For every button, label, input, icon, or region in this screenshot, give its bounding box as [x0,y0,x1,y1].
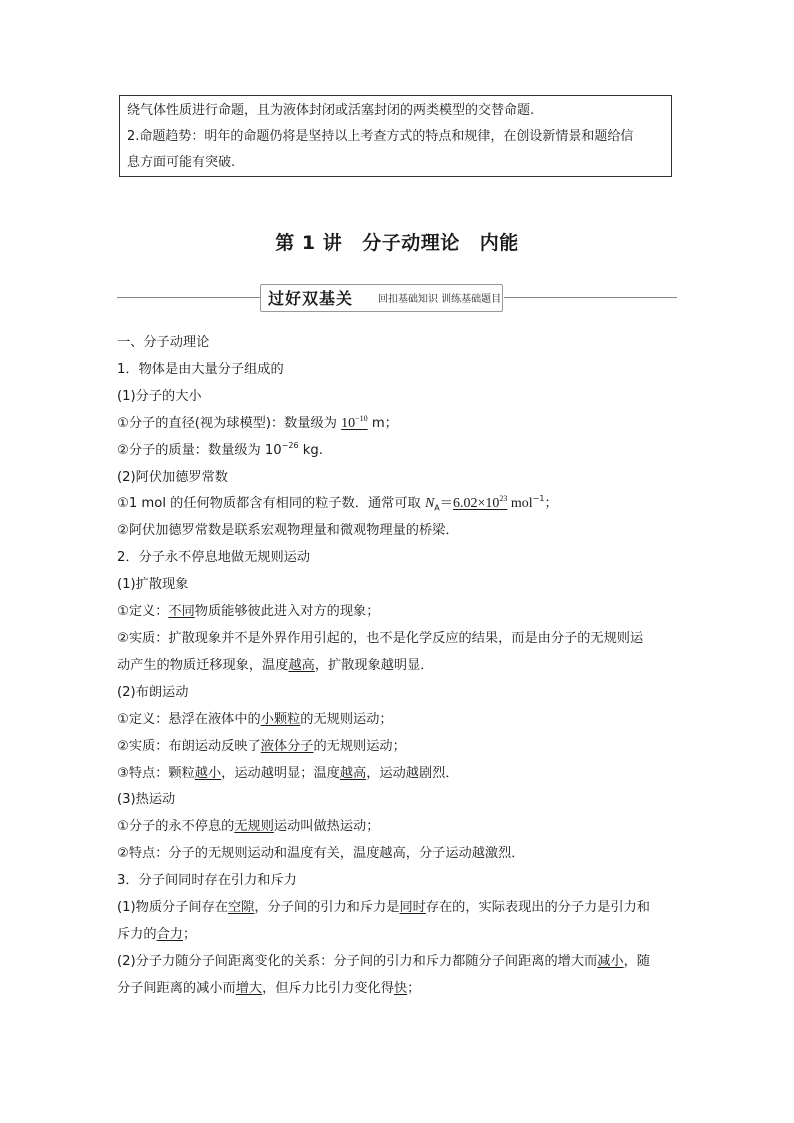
paragraph [117,814,679,841]
answer-blank: 增大 [235,980,263,996]
paragraph [117,438,679,465]
paragraph: (1)分子的大小 [117,388,202,404]
text: ①分子的直径(视为球模型)：数量级为 [117,415,342,431]
answer-blank: 不同 [168,604,195,620]
divider [504,297,677,298]
text: ，随 [623,953,650,969]
lesson-number: 第 1 讲 [275,232,343,254]
exponent: −10 [355,413,368,423]
answer-blank: 液体分子 [260,738,314,754]
paragraph [117,599,679,626]
subsection-heading: 2．分子永不停息地做无规则运动 [117,550,311,566]
answer-blank: 小颗粒 [260,711,301,727]
exam-trend-box [119,95,672,177]
paragraph [117,976,679,1003]
text: ，运动越剧烈． [366,765,459,781]
answer-blank: 减小 [597,953,624,969]
paragraph [117,895,679,922]
answer-blank [453,496,507,511]
text: 动产生的物质迁移现象，温度 [117,657,289,673]
text: kg. [298,442,323,458]
answer-blank [341,413,368,431]
paragraph: ②阿伏加德罗常数是联系宏观物理量和微观物理量的桥梁． [117,523,459,539]
text: ，运动越明显；温度 [221,765,340,781]
box-line: 2.命题趋势：明年的命题仍将是坚持以上考查方式的特点和规律，在创设新情景和题给信 [127,129,634,144]
paragraph: ②特点：分子的无规则运动和温度有关，温度越高，分子运动越激烈． [117,846,525,862]
paragraph [117,707,679,734]
answer-blank: 快 [393,980,408,996]
lesson-title [0,228,794,255]
paragraph: (1)扩散现象 [117,577,189,593]
text: ，但斥力比引力变化得 [262,980,394,996]
text: ①定义：悬浮在液体中的 [117,711,261,727]
paragraph: (3)热运动 [117,792,176,808]
content-body [117,330,679,1003]
text: 的无规则运动； [300,711,393,727]
text: m； [367,415,398,431]
paragraph [117,411,679,438]
answer-blank: 越高 [339,765,367,781]
paragraph [117,491,679,518]
text: (1)物质分子间存在 [117,900,228,916]
lesson-topic: 分子动理论 [362,232,460,254]
text: ，扩散现象越明显． [314,657,434,673]
answer-blank: 越小 [194,765,222,781]
text: 6.02×10 [452,496,500,512]
text: ②实质：布朗运动反映了 [117,738,261,754]
text: ②分子的质量：数量级为 10 [117,442,282,458]
text: 的无规则运动； [313,738,406,754]
exponent: 23 [499,494,508,504]
banner-subtitle: 回扣基础知识 训练基础题目 [378,294,502,305]
text: ＝ [439,496,453,512]
paragraph [117,653,679,680]
text: 分子间距离的减小而 [117,980,236,996]
unit: mol [507,496,533,512]
exponent: −1 [532,494,545,504]
text: ； [407,980,421,996]
paragraph: (2)布朗运动 [117,684,189,700]
answer-blank: 无规则 [234,819,274,835]
text: ； [544,496,558,512]
text: 10 [341,415,356,431]
subscript: A [434,504,440,514]
exponent: −26 [281,440,299,450]
paragraph: ②实质：扩散现象并不是外界作用引起的，也不是化学反应的结果，而是由分子的无规则运 [117,630,644,646]
paragraph [117,734,679,761]
text: 物质能够彼此进入对方的现象； [194,604,380,620]
text: ； [182,926,197,942]
answer-blank: 越高 [288,657,315,673]
text: 存在的，实际表现出的分子力是引力和 [425,900,650,916]
subsection-heading: 3．分子间同时存在引力和斥力 [117,873,297,889]
text: ①定义： [117,604,169,620]
box-line: 绕气体性质进行命题，且为液体封闭或活塞封闭的两类模型的交替命题. [127,103,535,118]
section-banner [260,283,504,313]
subsection-heading: 1．物体是由大量分子组成的 [117,361,284,377]
text: 运动叫做热运动； [273,819,380,835]
paragraph: (2)阿伏加德罗常数 [117,469,228,485]
box-line: 息方面可能有突破. [127,155,236,170]
banner-title: 过好双基关 [268,289,354,308]
text: (2)分子力随分子间距离变化的关系：分子间的引力和斥力都随分子间距离的增大而 [117,953,598,969]
divider [117,297,260,298]
section-heading: 一、分子动理论 [117,335,210,350]
paragraph [117,949,679,976]
answer-blank: 同时 [399,900,426,916]
lesson-subtopic: 内能 [479,232,519,254]
symbol: N [424,496,435,512]
paragraph [117,922,679,949]
paragraph [117,761,679,788]
text: ①分子的永不停息的 [117,819,235,835]
text: 斥力的 [117,926,157,942]
answer-blank: 合力 [156,926,183,942]
text: ③特点：颗粒 [117,765,195,781]
text: ①1 mol 的任何物质都含有相同的粒子数．通常可取 [117,496,425,512]
text: ，分子间的引力和斥力是 [254,900,400,916]
answer-blank: 空隙 [228,900,255,916]
